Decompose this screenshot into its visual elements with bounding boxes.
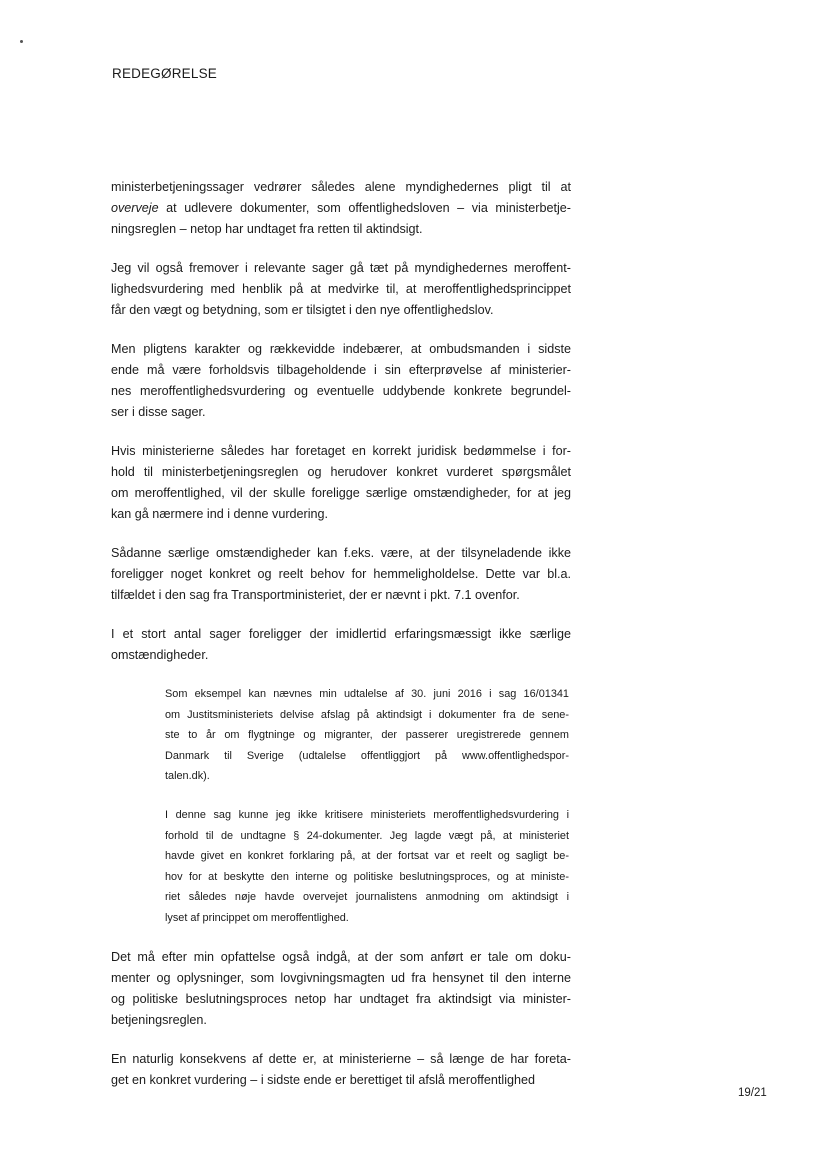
document-body <box>111 177 571 1109</box>
text-line: lighedsvurdering med henblik på at medvirke til, at meroffentlighedsprincippet <box>111 282 571 296</box>
document-header: REDEGØRELSE <box>112 66 217 81</box>
text-line: omstændigheder. <box>111 648 209 662</box>
text-line: Sådanne særlige omstændigheder kan f.eks. være, at der tilsyneladende ikke <box>111 546 571 560</box>
text-line: Som eksempel kan nævnes min udtalelse af 30. juni 2016 i sag 16/01341 <box>165 688 569 700</box>
page-number: 19/21 <box>738 1087 767 1099</box>
text-line: ningsreglen – netop har undtaget fra retten til aktindsigt. <box>111 222 423 236</box>
text-line: ministerbetjeningssager vedrører således alene myndighedernes pligt til at <box>111 180 571 194</box>
text-line: forhold til de undtagne § 24-dokumenter. Jeg lagde vægt på, at ministeriet <box>165 829 569 842</box>
closing-paragraphs <box>111 947 571 1091</box>
text-line: og politiske beslutningsproces netop har undtaget fra aktindsigt via minister- <box>111 991 571 1006</box>
paragraph <box>111 339 571 423</box>
paragraph <box>111 441 571 525</box>
text-line: betjeningsreglen. <box>111 1012 207 1027</box>
text-line: menter og oplysninger, som lovgivningsmagten ud fra hensynet til den interne <box>111 970 571 985</box>
text-line: talen.dk). <box>165 770 210 783</box>
text-line: ende må være forholdsvis tilbageholdende i sin efterprøvelse af ministerier- <box>111 363 571 377</box>
paragraph <box>111 947 571 1031</box>
text-line: Hvis ministerierne således har foretaget en korrekt juridisk bedømmelse i for- <box>111 444 571 458</box>
text-line: lyset af princippet om meroffentlighed. <box>165 911 349 924</box>
text-line: En naturlig konsekvens af dette er, at ministerierne – så længe de har foreta- <box>111 1051 571 1066</box>
indented-example-block <box>165 684 569 929</box>
text-line: Jeg vil også fremover i relevante sager gå tæt på myndighedernes meroffent- <box>111 261 571 275</box>
text-line: kan gå nærmere ind i denne vurdering. <box>111 507 329 521</box>
text-line: get en konkret vurdering – i sidste ende er berettiget til afslå meroffentlighed <box>111 1072 536 1087</box>
text-line: Danmark til Sverige (udtalelse offentliggjort på www.offentlighedspor- <box>165 749 569 762</box>
paragraph <box>165 684 569 787</box>
paragraph <box>111 258 571 321</box>
paragraph <box>165 805 569 929</box>
text-line: ser i disse sager. <box>111 405 206 419</box>
text-line: om meroffentlighed, vil der skulle foreligge særlige omstændigheder, for at jeg <box>111 486 571 500</box>
text-line: hold til ministerbetjeningsreglen og herudover konkret vurderet spørgsmålet <box>111 465 571 479</box>
text-line: I denne sag kunne jeg ikke kritisere ministeriets meroffentlighedsvurdering i <box>165 808 569 821</box>
paragraph <box>111 543 571 606</box>
body-paragraphs <box>111 177 571 666</box>
text-line: foreligger noget konkret og reelt behov for hemmeligholdelse. Dette var bl.a. <box>111 567 571 581</box>
text-line: havde givet en konkret forklaring på, at der fortsat var et reelt og sagligt be- <box>165 850 569 863</box>
paragraph <box>111 1049 571 1091</box>
text-line: I et stort antal sager foreligger der imidlertid erfaringsmæssigt ikke særlige <box>111 627 571 641</box>
text-line: ste to år om flygtninge og migranter, der passerer uregistrerede gennem <box>165 729 569 742</box>
text-line: hov for at beskytte den interne og politiske beslutningsproces, og at ministe- <box>165 870 569 883</box>
text-line: Det må efter min opfattelse også indgå, at der som anført er tale om doku- <box>111 949 571 964</box>
paragraph <box>111 624 571 666</box>
paragraph <box>111 177 571 240</box>
text-line: nes meroffentlighedsvurdering og eventuelle uddybende konkrete begrundel- <box>111 384 571 398</box>
text-line: overveje at udlevere dokumenter, som offentlighedsloven – via ministerbetje- <box>111 201 571 215</box>
text-line: om Justitsministeriets delvise afslag på aktindsigt i dokumenter fra de sene- <box>165 708 569 721</box>
text-line: tilfældet i den sag fra Transportministeriet, der er nævnt i pkt. 7.1 ovenfor. <box>111 588 520 602</box>
text-line: riet således nøje havde overvejet journalistens anmodning om aktindsigt i <box>165 891 569 904</box>
text-line: får den vægt og betydning, som er tilsigtet i den nye offentlighedslov. <box>111 303 494 317</box>
scan-speck <box>20 40 23 43</box>
text-line: Men pligtens karakter og rækkevidde indebærer, at ombudsmanden i sidste <box>111 342 571 356</box>
